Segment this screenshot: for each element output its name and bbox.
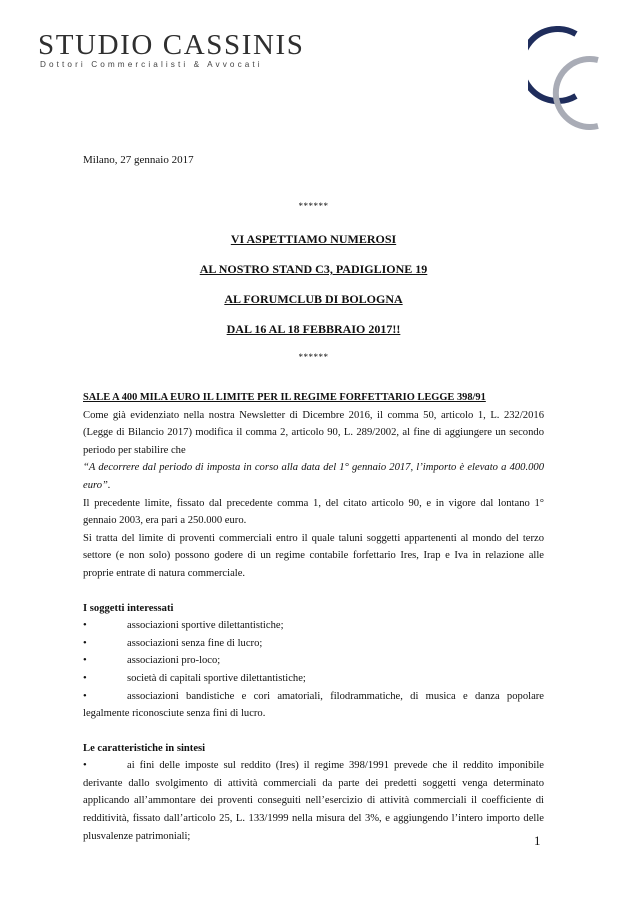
article-paragraph-3: Si tratta del limite di proventi commerciali entro il quale taluni soggetti appartenenti al mondo del terzo settore (e non solo) possono godere di un regime contabile forfettario Ires, Irap e Iva in relazione alle proprie entrate di natura commerciale. [83, 532, 544, 579]
letter-date: Milano, 27 gennaio 2017 [83, 154, 194, 166]
separator-stars-2: ****** [298, 352, 329, 362]
list-item: • associazioni bandistiche e cori amatoriali, filodrammatiche, di musica e danza popolare legalmente riconosciute senza fini di lucro. [83, 688, 544, 723]
article-quote: “A decorrere dal periodo di imposta in corso alla data del 1° gennaio 2017, l’importo è elevato a 400.000 euro”. [83, 462, 544, 491]
list-item: • ai fini delle imposte sul reddito (Ires) il regime 398/1991 prevede che il reddito imponibile derivante dallo svolgimento di attività commerciali da parte dei predetti soggetti venga determinato applicando all’ammontare dei proventi conseguiti nell’esercizio di attività commerciali il coefficiente di redditività, fissato dall’articolo 25, L. 133/1999 nella misura del 3%, e aggiungendo l’intero importo delle plusvalenze patrimoniali; [83, 757, 544, 845]
bullet-icon: • [83, 690, 87, 702]
bullet-icon: • [83, 672, 87, 684]
announcement-line-4: DAL 16 AL 18 FEBBRAIO 2017!! [226, 322, 401, 336]
list-item: • società di capitali sportive dilettantistiche; [83, 670, 544, 688]
list-item: • associazioni sportive dilettantistiche; [83, 617, 544, 635]
list-item: • associazioni pro-loco; [83, 652, 544, 670]
bullet-icon: • [83, 637, 87, 649]
article-body [83, 389, 544, 845]
list-item: • associazioni senza fine di lucro; [83, 635, 544, 653]
separator-stars: ****** [298, 201, 329, 211]
bullet-icon: • [83, 620, 87, 632]
page-number: 1 [534, 833, 541, 848]
cc-monogram-icon [528, 26, 624, 130]
article-intro: Come già evidenziato nella nostra Newsletter di Dicembre 2016, il comma 50, articolo 1, L. 232/2016 (Legge di Bilancio 2017) modifica il comma 2, articolo 90, L. 289/2002, al fine di aggiungere un secondo periodo per stabilire che [83, 409, 544, 456]
announcement-line-1: VI ASPETTIAMO NUMEROSI [230, 232, 397, 246]
bullet-icon: • [83, 655, 87, 667]
bullet-icon: • [83, 760, 87, 772]
section-heading-soggetti: I soggetti interessati [83, 602, 174, 614]
letterhead-subtitle: Dottori Commercialisti & Avvocati [40, 60, 263, 69]
section-heading-caratteristiche: Le caratteristiche in sintesi [83, 742, 206, 754]
announcement-line-2: AL NOSTRO STAND C3, PADIGLIONE 19 [199, 262, 428, 276]
article-paragraph-2: Il precedente limite, fissato dal precedente comma 1, del citato articolo 90, e in vigore dal lontano 1° gennaio 2003, era pari a 250.000 euro. [83, 497, 544, 527]
letterhead-name: STUDIO CASSINIS [38, 29, 305, 61]
announcement-line-3: AL FORUMCLUB DI BOLOGNA [224, 292, 403, 306]
article-title: SALE A 400 MILA EURO IL LIMITE PER IL REGIME FORFETTARIO LEGGE 398/91 [83, 392, 486, 403]
